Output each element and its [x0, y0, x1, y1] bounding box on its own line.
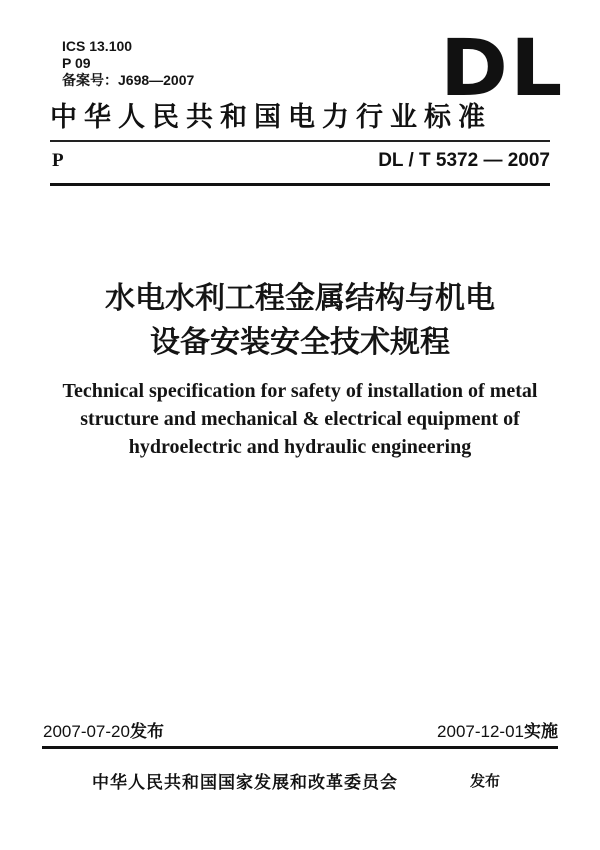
english-title-line-3: hydroelectric and hydraulic engineering: [128, 436, 472, 458]
implementation-label: 实施: [524, 722, 558, 742]
implementation-date: [437, 717, 558, 742]
implementation-date-value: 2007-12-01: [437, 722, 524, 741]
ics-code: ICS 13.100: [62, 38, 133, 54]
issue-date-value: 2007-07-20: [43, 722, 130, 741]
publisher-name: 中华人民共和国国家发展和改革委员会: [92, 773, 398, 793]
issue-date: [43, 717, 164, 742]
standard-number: DL / T 5372 — 2007: [378, 150, 550, 171]
english-title-line-1: Technical specification for safety of installation of metal: [62, 380, 538, 402]
chinese-title-line-2: 设备安装安全技术规程: [150, 325, 450, 360]
record-number: 备案号：J698—2007: [62, 72, 195, 88]
standard-divider: [50, 183, 550, 186]
publisher-action: 发布: [470, 772, 501, 790]
header-title: 中华人民共和国电力行业标准: [50, 102, 492, 133]
ccs-code: P 09: [62, 55, 91, 71]
footer-divider: [42, 746, 558, 749]
issue-label: 发布: [129, 722, 164, 742]
classification-block: [62, 38, 194, 89]
dl-logo: DL: [440, 24, 565, 114]
english-title-line-2: structure and mechanical & electrical equipment of: [80, 408, 520, 430]
category-letter: P: [52, 150, 64, 171]
header-divider: [50, 140, 550, 142]
chinese-title-line-1: 水电水利工程金属结构与机电: [105, 281, 495, 316]
